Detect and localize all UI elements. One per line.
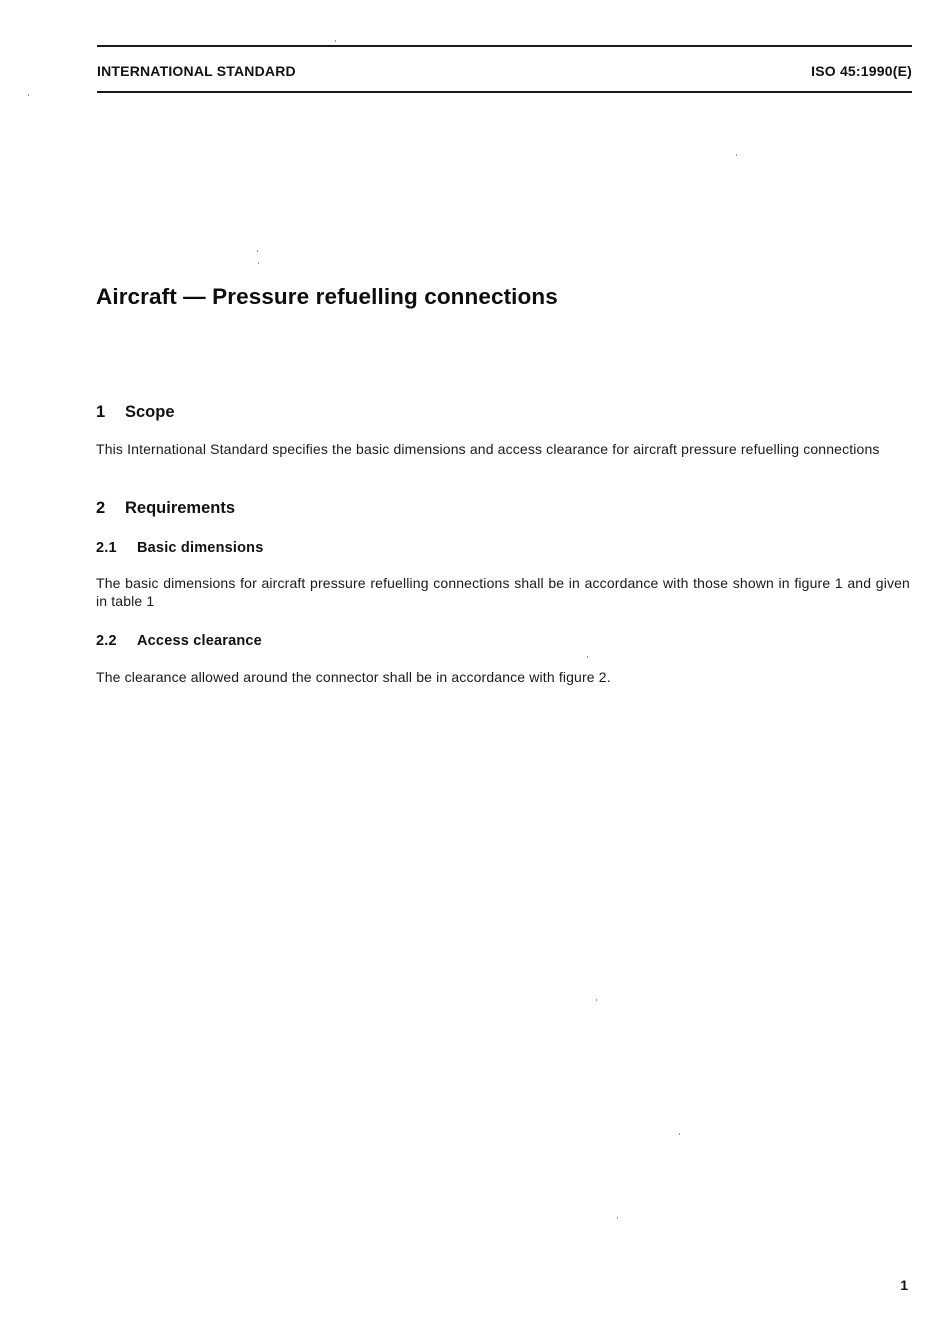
subsection-title: Access clearance (137, 633, 262, 649)
subsection-heading-basic-dimensions (96, 539, 264, 557)
scan-speck (257, 250, 258, 252)
scope-paragraph: This International Standard specifies the basic dimensions and access clearance for aircraft pressure refuelling connections (96, 441, 880, 457)
page-number: 1 (900, 1277, 908, 1293)
section-title: Scope (125, 403, 175, 421)
subsection-title: Basic dimensions (137, 540, 264, 556)
scan-speck (617, 1217, 618, 1219)
section-heading-requirements (96, 498, 235, 518)
scan-speck (596, 999, 597, 1001)
subsection-number: 2.2 (96, 633, 117, 649)
scan-speck (335, 40, 336, 42)
scan-speck (736, 154, 737, 156)
subsection-heading-access-clearance (96, 632, 262, 650)
section-heading-scope (96, 402, 175, 422)
header-standard-type: INTERNATIONAL STANDARD (97, 63, 296, 79)
scan-speck (679, 1133, 680, 1135)
scan-speck (258, 262, 259, 264)
document-title: Aircraft — Pressure refuelling connections (96, 284, 558, 309)
header-standard-number: ISO 45:1990(E) (811, 63, 912, 79)
section-number: 1 (96, 403, 106, 421)
access-clearance-paragraph: The clearance allowed around the connector shall be in accordance with figure 2. (96, 669, 611, 685)
section-title: Requirements (125, 499, 236, 517)
scan-speck (28, 94, 29, 96)
section-number: 2 (96, 499, 106, 517)
subsection-number: 2.1 (96, 540, 117, 556)
header-bottom-rule (97, 91, 912, 93)
basic-dimensions-paragraph: The basic dimensions for aircraft pressure refuelling connections shall be in accordance with those shown in figure 1 and given in table 1 (96, 575, 910, 609)
header-top-rule (97, 45, 912, 47)
scan-speck (587, 656, 588, 658)
